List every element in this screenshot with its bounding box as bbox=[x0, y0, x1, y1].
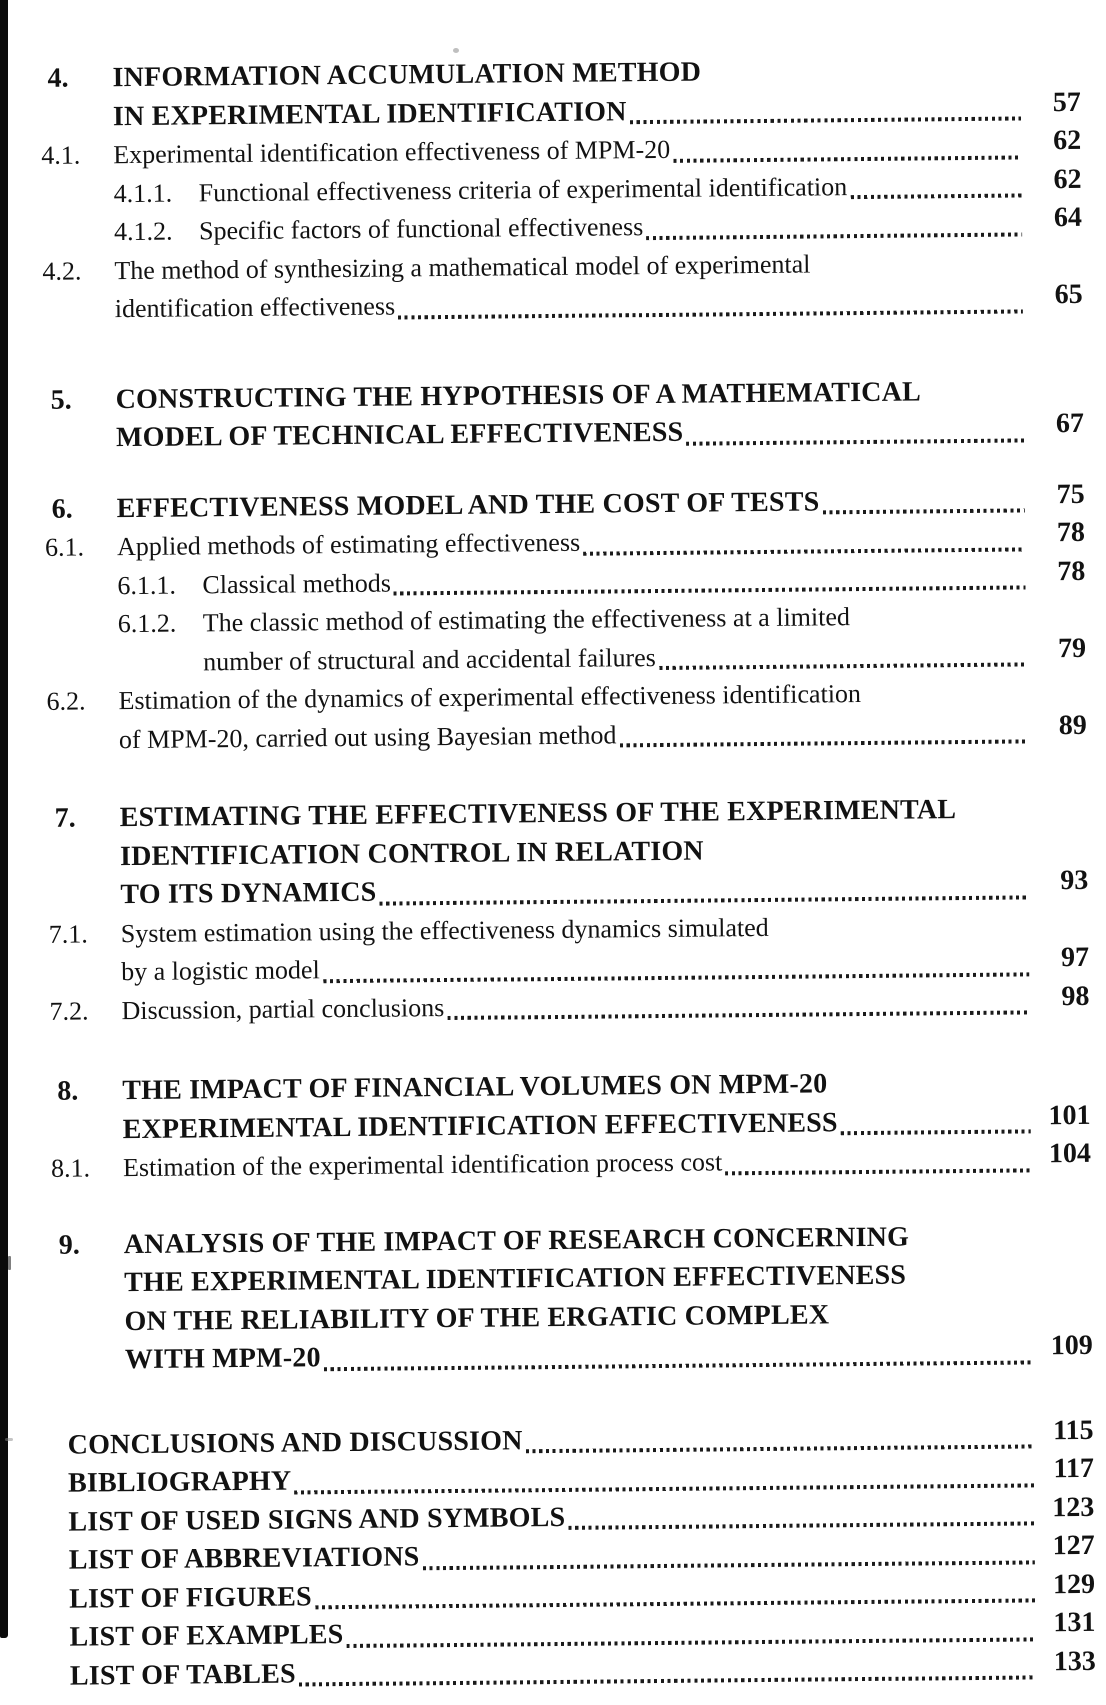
dot-leader bbox=[630, 117, 1021, 124]
dot-leader bbox=[822, 509, 1024, 515]
entry-number: 7.1. bbox=[48, 918, 88, 949]
page-number: 129 bbox=[1052, 1568, 1096, 1600]
dot-leader bbox=[646, 232, 1022, 239]
entry-title-text: EFFECTIVENESS MODEL AND THE COST OF TESTS bbox=[116, 485, 820, 524]
toc-entry bbox=[0, 596, 1086, 683]
entry-title-text: IN EXPERIMENTAL IDENTIFICATION bbox=[112, 95, 627, 132]
entry-title-text: by a logistic model bbox=[121, 955, 320, 987]
page-number: 62 bbox=[1053, 124, 1082, 157]
dot-leader bbox=[398, 309, 1023, 319]
page-number: 57 bbox=[1052, 86, 1081, 118]
entry-title-text: ON THE RELIABILITY OF THE ERGATIC COMPLEX bbox=[124, 1298, 830, 1337]
entry-title-text: Estimation of the dynamics of experimental effectiveness identification bbox=[118, 679, 862, 716]
entry-title-text: LIST OF ABBREVIATIONS bbox=[68, 1541, 420, 1576]
dot-leader bbox=[620, 740, 1027, 748]
toc-entry bbox=[0, 790, 1089, 916]
entry-title bbox=[118, 673, 1029, 759]
entry-number: 4.1.1. bbox=[113, 178, 173, 208]
entry-title-text: number of structural and accidental failures bbox=[203, 642, 656, 676]
entry-title-text: Estimation of the experimental identification process cost bbox=[122, 1147, 723, 1183]
page-number: 79 bbox=[1057, 632, 1087, 664]
page-number: 97 bbox=[1060, 941, 1090, 974]
entry-number: 6.1.1. bbox=[117, 570, 177, 600]
page-number: 67 bbox=[1055, 407, 1085, 440]
entry-number: 8. bbox=[57, 1075, 79, 1107]
entry-title-text: The method of synthesizing a mathematical model of experimental bbox=[114, 249, 811, 285]
dot-leader bbox=[394, 586, 1026, 596]
entry-title-line bbox=[116, 410, 1026, 457]
page-number: 64 bbox=[1053, 201, 1083, 234]
entry-number: 4.2. bbox=[42, 256, 82, 286]
page-number: 115 bbox=[1052, 1414, 1094, 1446]
dot-leader bbox=[423, 1560, 1035, 1569]
entry-number: 6.2. bbox=[46, 686, 86, 716]
page-number: 65 bbox=[1054, 278, 1083, 311]
page-number: 89 bbox=[1058, 709, 1087, 741]
entry-title bbox=[203, 596, 1029, 681]
dot-leader bbox=[686, 438, 1024, 445]
entry-title-text: BIBLIOGRAPHY bbox=[67, 1465, 292, 1499]
entry-title-text: of MPM-20, carried out using Bayesian method bbox=[118, 719, 617, 754]
entry-title bbox=[115, 372, 1026, 458]
dot-leader bbox=[315, 1599, 1035, 1610]
entry-title-text: identification effectiveness bbox=[114, 291, 396, 324]
entry-title bbox=[121, 906, 1032, 992]
entry-number: 9. bbox=[58, 1229, 80, 1261]
dot-leader bbox=[850, 194, 1021, 199]
entry-title-text: CONCLUSIONS AND DISCUSSION bbox=[67, 1424, 523, 1461]
entry-title-text: WITH MPM-20 bbox=[124, 1342, 321, 1376]
entry-title-text: LIST OF FIGURES bbox=[69, 1580, 312, 1615]
entry-number: 4. bbox=[47, 62, 69, 94]
dot-leader bbox=[324, 1360, 1033, 1370]
entry-title bbox=[124, 1217, 1035, 1380]
page-number: 101 bbox=[1048, 1099, 1091, 1131]
entry-number: 4.1.2. bbox=[113, 216, 173, 247]
entry-title-text: TO ITS DYNAMICS bbox=[120, 876, 377, 911]
entry-title-text: MODEL OF TECHNICAL EFFECTIVENESS bbox=[115, 416, 684, 454]
entry-title-text: The classic method of estimating the effectiveness at a limited bbox=[202, 602, 851, 638]
toc-entry bbox=[0, 242, 1083, 329]
entry-number: 6.1. bbox=[44, 532, 85, 562]
page-number: 109 bbox=[1050, 1329, 1093, 1362]
entry-number: 4.1. bbox=[41, 140, 81, 170]
entry-title bbox=[119, 790, 1030, 914]
entry-number: 7. bbox=[54, 802, 76, 834]
dot-leader bbox=[568, 1522, 1034, 1530]
page-number: 62 bbox=[1053, 163, 1082, 195]
entry-title-text: Specific factors of functional effectiveness bbox=[198, 212, 644, 246]
entry-title bbox=[112, 50, 1023, 136]
dot-leader bbox=[347, 1637, 1036, 1647]
entry-title bbox=[70, 1648, 1038, 1696]
dot-leader bbox=[294, 1483, 1034, 1494]
entry-title-line bbox=[121, 983, 1031, 1030]
page-number: 78 bbox=[1057, 555, 1086, 587]
entry-title-line bbox=[123, 1140, 1033, 1187]
dot-leader bbox=[673, 155, 1021, 162]
dot-leader bbox=[725, 1168, 1031, 1175]
entry-number: 7.2. bbox=[49, 995, 89, 1026]
toc-entry bbox=[0, 50, 1081, 137]
entry-title-text: ANALYSIS OF THE IMPACT OF RESEARCH CONCERNING bbox=[123, 1221, 910, 1260]
entry-title-text: LIST OF TABLES bbox=[69, 1658, 296, 1692]
page-number: 117 bbox=[1053, 1452, 1095, 1485]
entry-title bbox=[114, 243, 1025, 329]
entry-title bbox=[122, 1063, 1033, 1149]
entry-title-text: LIST OF EXAMPLES bbox=[69, 1619, 344, 1653]
entry-title-text: LIST OF USED SIGNS AND SYMBOLS bbox=[68, 1501, 566, 1538]
entry-title-line bbox=[70, 1648, 1038, 1696]
entry-title-line bbox=[115, 281, 1025, 328]
dot-leader bbox=[299, 1676, 1036, 1687]
page-number: 93 bbox=[1060, 864, 1089, 897]
entry-title-text: System estimation using the effectiveness dynamics simulated bbox=[120, 912, 769, 948]
page-number: 98 bbox=[1061, 980, 1090, 1012]
dot-leader bbox=[323, 972, 1029, 982]
entry-title bbox=[123, 1140, 1033, 1187]
dot-leader bbox=[526, 1445, 1034, 1453]
dot-leader bbox=[659, 663, 1026, 670]
dot-leader bbox=[447, 1011, 1029, 1020]
entry-title-line bbox=[119, 712, 1029, 759]
page-number: 75 bbox=[1056, 478, 1085, 510]
entry-title-text: Applied methods of estimating effectiveness bbox=[116, 527, 581, 562]
toc-entry bbox=[1, 905, 1090, 992]
page-number: 133 bbox=[1053, 1645, 1096, 1677]
entry-title-text: ESTIMATING THE EFFECTIVENESS OF THE EXPERIMENTAL bbox=[119, 794, 957, 834]
entry-title-text: Functional effectiveness criteria of experimental identification bbox=[198, 171, 848, 207]
entry-title bbox=[121, 983, 1031, 1030]
entry-title-text: Classical methods bbox=[202, 568, 392, 599]
entry-number: 6. bbox=[51, 493, 73, 525]
entry-title-text: INFORMATION ACCUMULATION METHOD bbox=[112, 56, 702, 94]
toc-entry bbox=[4, 1216, 1093, 1380]
entry-title-text: Discussion, partial conclusions bbox=[121, 992, 445, 1025]
entry-title-text: CONSTRUCTING THE HYPOTHESIS OF A MATHEMATICAL bbox=[115, 375, 922, 415]
entry-title-line bbox=[125, 1332, 1035, 1379]
entry-title-text: IDENTIFICATION CONTROL IN RELATION bbox=[119, 835, 704, 872]
entry-number: 5. bbox=[50, 384, 72, 416]
dot-leader bbox=[841, 1130, 1031, 1135]
page-number: 127 bbox=[1052, 1529, 1095, 1562]
toc-entry bbox=[0, 673, 1087, 760]
dot-leader bbox=[583, 547, 1025, 555]
page-number: 131 bbox=[1053, 1606, 1096, 1639]
page-number: 123 bbox=[1052, 1491, 1095, 1523]
page-number: 78 bbox=[1056, 516, 1086, 549]
entry-number: 6.1.2. bbox=[117, 608, 177, 639]
entry-title-text: EXPERIMENTAL IDENTIFICATION EFFECTIVENESS bbox=[122, 1106, 838, 1145]
entry-title-text: Experimental identification effectiveness of MPM-20 bbox=[113, 134, 671, 170]
entry-title-text: THE EXPERIMENTAL IDENTIFICATION EFFECTIVENESS bbox=[123, 1259, 907, 1299]
page-number: 104 bbox=[1048, 1137, 1092, 1170]
entry-number: 8.1. bbox=[50, 1153, 91, 1183]
dot-leader bbox=[380, 895, 1029, 905]
toc-entry bbox=[0, 371, 1084, 458]
entry-title-text: THE IMPACT OF FINANCIAL VOLUMES ON MPM-20 bbox=[122, 1068, 828, 1107]
toc-entry bbox=[2, 1063, 1091, 1150]
